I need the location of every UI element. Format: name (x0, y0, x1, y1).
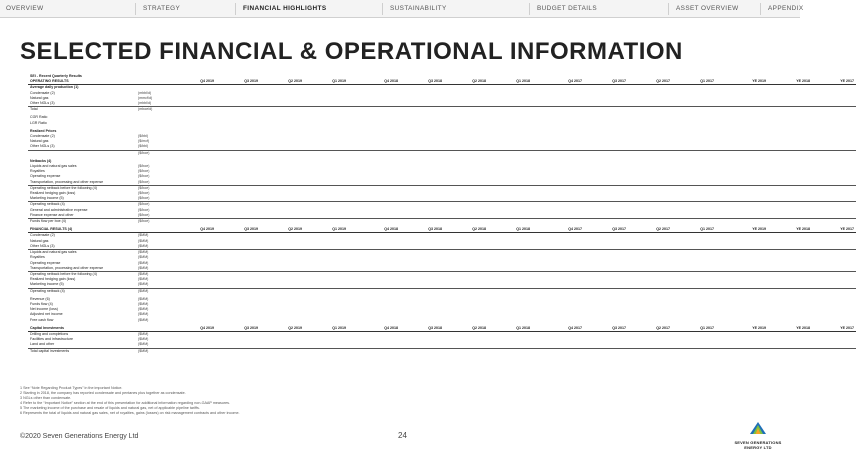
row-label: Operating netback before the following (4) (28, 185, 136, 191)
row-label: General and administrative expense (30, 207, 88, 212)
nav-item-budget-details[interactable]: BUDGET DETAILS (537, 5, 598, 12)
row-label: Realized hedging gain (loss) (30, 277, 76, 282)
row-unit: ($MM) (138, 282, 149, 287)
nav-separator (760, 3, 761, 15)
section-heading: OPERATING RESULTS (28, 79, 136, 85)
row-unit: (mbbl/d) (138, 90, 152, 95)
row-unit: ($MM) (138, 238, 149, 243)
column-header: Q1 2019 (304, 326, 348, 332)
table-cell (584, 348, 628, 354)
nav-separator (529, 3, 530, 15)
table-cell (400, 348, 444, 354)
row-label: Condensate (2) (30, 233, 55, 238)
financial-table (28, 74, 856, 354)
row-label: Natural gas (30, 238, 49, 243)
row-unit: ($MM) (138, 277, 149, 282)
column-header: YE 2019 (724, 326, 768, 332)
row-unit: ($/boe) (138, 212, 150, 217)
row-unit: ($MM) (138, 296, 149, 301)
row-label: Marketing income (5) (30, 282, 64, 287)
row-unit: ($/boe) (136, 150, 172, 156)
logo-mark-icon (728, 421, 788, 436)
table-cell (216, 348, 260, 354)
column-header: Q3 2019 (216, 79, 260, 85)
table-cell (260, 348, 304, 354)
company-logo (728, 421, 788, 450)
row-unit: ($/mcf) (138, 139, 150, 144)
footnote: 2 Starting in 2018, the company has reported condensate and pentanes plus together as condensate. (20, 391, 186, 395)
footnote: 4 Refer to the “Important Notice” section at the end of this presentation for additional information regarding non-GAAP measures. (20, 401, 231, 405)
table-cell (488, 348, 532, 354)
row-unit: ($/boe) (138, 174, 150, 179)
column-header: Q3 2017 (584, 227, 628, 233)
nav-separator (135, 3, 136, 15)
row-unit: ($/boe) (138, 196, 150, 201)
row-label: Other NGLs (3) (30, 101, 55, 106)
column-header: YE 2018 (768, 326, 812, 332)
financial-table-container (28, 74, 854, 354)
column-header: Q1 2018 (488, 326, 532, 332)
row-unit: ($MM) (138, 260, 149, 265)
row-label: Natural gas (30, 95, 49, 100)
row-label: Other NGLs (3) (30, 243, 55, 248)
row-label: Royalties (30, 169, 45, 174)
row-label: Realized hedging gain (loss) (30, 191, 76, 196)
table-title: SEI - Recent Quarterly Results (30, 74, 82, 78)
column-header: Q3 2019 (216, 227, 260, 233)
footnote: 1 See “Note Regarding Product Types” in the important Notice. (20, 386, 123, 390)
page-title: SELECTED FINANCIAL & OPERATIONAL INFORMATION (20, 38, 683, 65)
row-label: Net income (loss) (30, 307, 58, 312)
row-unit: ($MM) (136, 271, 172, 277)
column-header: Q2 2018 (444, 79, 488, 85)
table-row (28, 348, 856, 354)
nav-separator (668, 3, 669, 15)
row-unit: ($MM) (138, 342, 149, 347)
row-unit: ($MM) (136, 288, 172, 294)
row-unit: ($/boe) (136, 219, 172, 225)
row-label: Other NGLs (3) (30, 144, 55, 149)
page-number: 24 (398, 431, 407, 440)
column-gap (716, 348, 724, 354)
row-label: Marketing income (5) (30, 196, 64, 201)
row-unit: ($MM) (138, 301, 149, 306)
column-header: YE 2019 (724, 227, 768, 233)
column-header: Q3 2018 (400, 326, 444, 332)
row-label: Natural gas (30, 139, 49, 144)
table-cell (540, 348, 584, 354)
table-cell (768, 348, 812, 354)
column-header: Q2 2017 (628, 227, 672, 233)
column-header: Q3 2017 (584, 326, 628, 332)
column-header: Q4 2019 (172, 227, 216, 233)
table-cell (672, 348, 716, 354)
column-header: YE 2019 (724, 79, 768, 85)
row-label: Adjusted net income (30, 312, 63, 317)
column-header: Q1 2017 (672, 326, 716, 332)
row-unit: ($/boe) (138, 207, 150, 212)
row-label: Funds flow (4) (30, 301, 53, 306)
row-label: Operating expense (30, 174, 61, 179)
nav-separator (235, 3, 236, 15)
section-heading: Capital Investments (28, 326, 136, 332)
column-header: Q3 2018 (400, 227, 444, 233)
row-unit: (mmcf/d) (138, 95, 153, 100)
column-gap (348, 348, 356, 354)
column-header: Q1 2017 (672, 227, 716, 233)
row-label: Operating netback (4) (28, 202, 136, 208)
row-unit: ($/bbl) (138, 134, 149, 139)
row-label: Condensate (2) (30, 134, 55, 139)
row-unit: (mboe/d) (136, 107, 172, 113)
logo-line-2: ENERGY LTD (744, 444, 772, 450)
logo-line-1: SEVEN GENERATIONS (734, 440, 782, 445)
table-cell (724, 348, 768, 354)
row-label: CGR Ratio (30, 115, 48, 120)
row-label: Operating expense (30, 260, 61, 265)
row-unit: ($/bbl) (138, 144, 149, 149)
column-header: Q2 2019 (260, 227, 304, 233)
row-unit: ($/boe) (136, 185, 172, 191)
column-gap (532, 348, 540, 354)
column-header: Q3 2018 (400, 79, 444, 85)
nav-item-financial-highlights[interactable]: FINANCIAL HIGHLIGHTS (243, 5, 327, 12)
footnote: 5 The marketing income of the purchase and resale of liquids and natural gas, net of applicable pipeline tariffs. (20, 406, 200, 410)
row-unit: ($MM) (138, 317, 149, 322)
column-header: Q1 2019 (304, 79, 348, 85)
table-cell (356, 348, 400, 354)
row-label: Free cash flow (30, 317, 54, 322)
table-cell (444, 348, 488, 354)
row-unit: ($MM) (138, 331, 149, 336)
row-unit: ($/boe) (138, 164, 150, 169)
column-header: Q4 2017 (540, 227, 584, 233)
footnote: 3 NGLs other than condensate. (20, 396, 72, 400)
row-unit: ($/boe) (138, 169, 150, 174)
nav-item-appendix[interactable]: APPENDIX (768, 5, 804, 12)
column-header: Q4 2017 (540, 79, 584, 85)
column-header: Q1 2019 (304, 227, 348, 233)
copyright-text: ©2020 Seven Generations Energy Ltd (20, 433, 139, 440)
column-header: Q3 2019 (216, 326, 260, 332)
column-header: YE 2017 (812, 227, 856, 233)
column-header: Q2 2017 (628, 79, 672, 85)
column-header: Q4 2019 (172, 79, 216, 85)
column-header: Q1 2017 (672, 79, 716, 85)
row-unit: ($MM) (138, 337, 149, 342)
row-unit: ($MM) (138, 265, 149, 270)
row-label: Facilities and infrastructure (30, 337, 73, 342)
row-unit: (mbbl/d) (138, 101, 152, 106)
nav-item-asset-overview[interactable]: ASSET OVERVIEW (676, 5, 739, 12)
column-header: Q4 2017 (540, 326, 584, 332)
table-cell (172, 348, 216, 354)
footnote: 6 Represents the total of liquids and natural gas sales, net of royalties, gains (losses) on risk management contracts and other income. (20, 411, 240, 415)
row-label: Operating netback (4) (28, 288, 136, 294)
row-label: LGR Ratio (30, 120, 47, 125)
top-navigation (0, 0, 804, 18)
row-unit: ($MM) (138, 312, 149, 317)
row-label: Transportation, processing and other expense (30, 265, 104, 270)
column-header: YE 2017 (812, 326, 856, 332)
column-header: YE 2018 (768, 227, 812, 233)
column-header: Q2 2019 (260, 79, 304, 85)
table-cell (628, 348, 672, 354)
column-header: Q2 2017 (628, 326, 672, 332)
table-cell (304, 348, 348, 354)
row-unit: ($/boe) (138, 191, 150, 196)
row-unit: ($MM) (136, 348, 172, 354)
row-label: Total capital investments (28, 348, 136, 354)
row-label: Average daily production (1) (30, 85, 79, 90)
row-label: Funds flow per boe (4) (28, 219, 136, 225)
row-label: Transportation, processing and other expense (30, 179, 104, 184)
column-header: Q4 2018 (356, 227, 400, 233)
column-header: Q2 2019 (260, 326, 304, 332)
row-label: Liquids and natural gas sales (28, 250, 136, 256)
nav-item-overview[interactable]: OVERVIEW (6, 5, 44, 12)
column-header: Q1 2018 (488, 79, 532, 85)
row-label: Finance expense and other (30, 212, 74, 217)
row-unit: ($MM) (136, 250, 172, 256)
row-label: Drilling and completions (30, 331, 69, 336)
column-header: YE 2017 (812, 79, 856, 85)
column-header: Q3 2017 (584, 79, 628, 85)
row-unit: ($MM) (138, 243, 149, 248)
column-header: Q2 2018 (444, 326, 488, 332)
section-heading: FINANCIAL RESULTS (4) (28, 227, 136, 233)
row-unit: ($MM) (138, 307, 149, 312)
column-header: Q2 2018 (444, 227, 488, 233)
column-header: Q1 2018 (488, 227, 532, 233)
row-unit: ($/boe) (136, 202, 172, 208)
row-label: Royalties (30, 255, 45, 260)
column-header: Q4 2018 (356, 79, 400, 85)
row-label: Liquids and natural gas sales (30, 164, 77, 169)
row-label: Revenue (6) (30, 296, 50, 301)
footnotes (20, 386, 780, 416)
row-label: Condensate (2) (30, 90, 55, 95)
row-label: Netbacks (4) (30, 158, 52, 163)
nav-separator (382, 3, 383, 15)
nav-item-sustainability[interactable]: SUSTAINABILITY (390, 5, 447, 12)
row-label: Total (28, 107, 136, 113)
row-label: Land and other (30, 342, 55, 347)
row-unit: ($/boe) (138, 179, 150, 184)
row-unit: ($MM) (138, 233, 149, 238)
nav-item-strategy[interactable]: STRATEGY (143, 5, 181, 12)
row-label: Realized Prices (30, 128, 57, 133)
row-unit: ($MM) (138, 255, 149, 260)
table-cell (812, 348, 856, 354)
column-header: Q4 2018 (356, 326, 400, 332)
column-header: YE 2018 (768, 79, 812, 85)
row-label: Operating netback before the following (4) (28, 271, 136, 277)
column-header: Q4 2019 (172, 326, 216, 332)
